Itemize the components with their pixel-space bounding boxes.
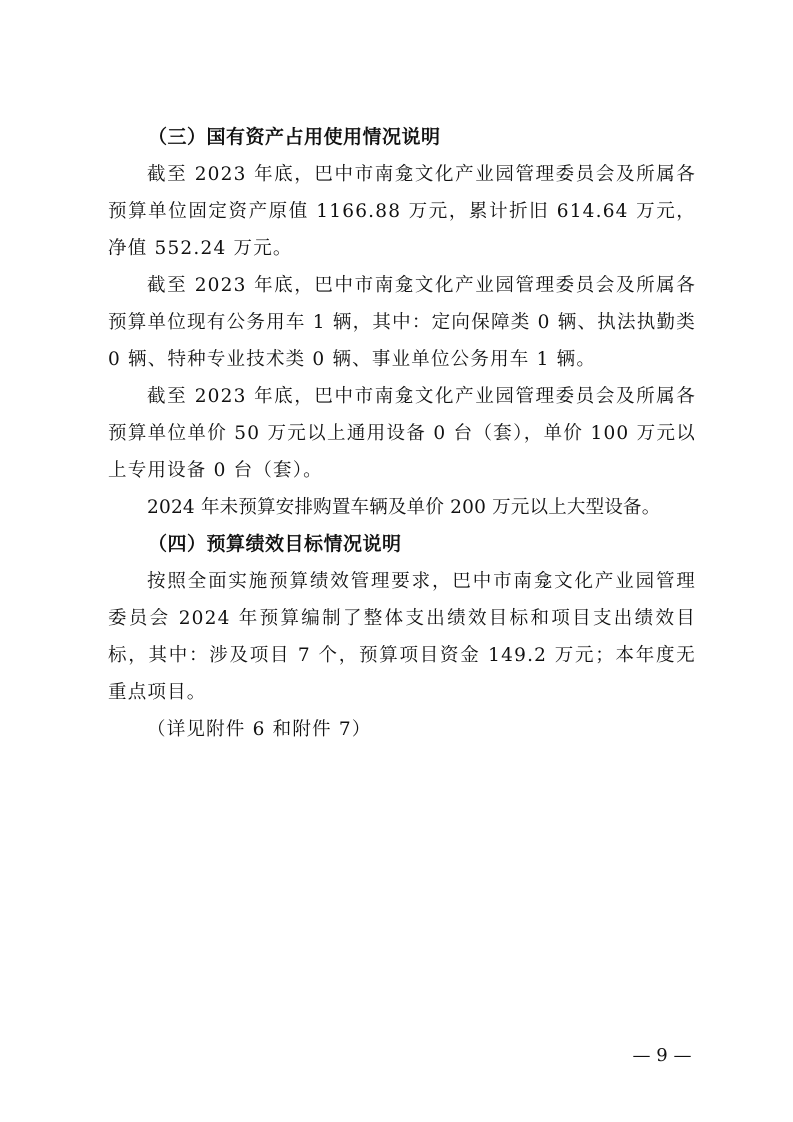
page-number: — 9 — xyxy=(632,1045,692,1066)
paragraph-attachment-note: （详见附件 6 和附件 7） xyxy=(147,719,372,740)
paragraph-2024-purchase: 2024 年未预算安排购置车辆及单价 200 万元以上大型设备。 xyxy=(147,497,661,518)
paragraph-equipment: 截至 2023 年底，巴中市南龛文化产业园管理委员会及所属各预算单位单价 50 万元以上通用设备 0 台（套），单价 100 万元以上专用设备 0 台（套）。 xyxy=(108,386,696,481)
paragraph-official-vehicles: 截至 2023 年底，巴中市南龛文化产业园管理委员会及所属各预算单位现有公务用车 1 辆，其中：定向保障类 0 辆、执法执勤类 0 辆、特种专业技术类 0 辆、事业单位公务用车 1 辆。 xyxy=(108,275,696,370)
section-heading-assets: （三）国有资产占用使用情况说明 xyxy=(148,126,441,148)
document-body xyxy=(108,119,696,748)
section-heading-performance: （四）预算绩效目标情况说明 xyxy=(148,533,402,555)
paragraph-fixed-assets: 截至 2023 年底，巴中市南龛文化产业园管理委员会及所属各预算单位固定资产原值 1166.88 万元，累计折旧 614.64 万元，净值 552.24 万元。 xyxy=(108,164,696,259)
paragraph-performance-targets: 按照全面实施预算绩效管理要求，巴中市南龛文化产业园管理委员会 2024 年预算编制了整体支出绩效目标和项目支出绩效目标，其中：涉及项目 7 个，预算项目资金 149.2 万元；本年度无重点项目。 xyxy=(108,571,696,703)
